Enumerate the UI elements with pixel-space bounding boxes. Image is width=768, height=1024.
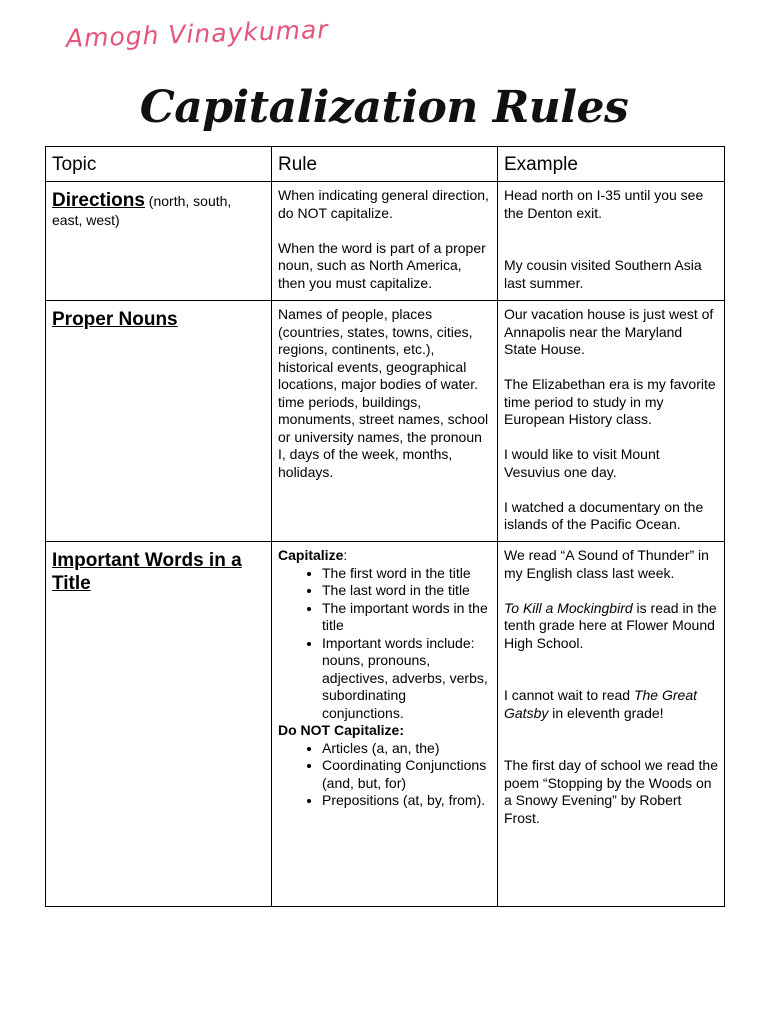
example-cell-title-words — [498, 542, 725, 907]
example-text — [504, 687, 718, 722]
example-text-start: I cannot wait to read — [504, 687, 634, 703]
table-header-row — [46, 147, 725, 182]
example-text: I watched a documentary on the islands of the Pacific Ocean. — [504, 498, 704, 532]
example-text: The first day of school we read the poem “Stopping by the Woods on a Snowy Evening” by Robert Frost. — [504, 757, 718, 826]
capitalize-list — [278, 565, 491, 723]
topic-title-proper-nouns: Proper Nouns — [52, 309, 178, 330]
list-item: • The last word in the title — [322, 582, 491, 600]
author-name: Amogh Vinaykumar — [65, 14, 330, 53]
example-text: I would like to visit Mount Vesuvius one day. — [504, 446, 660, 480]
header-example: Example — [498, 147, 725, 182]
table-row-directions — [46, 182, 725, 301]
header-topic: Topic — [46, 147, 272, 182]
topic-title-directions: Directions — [52, 190, 145, 211]
example-text: Our vacation house is just west of Annapolis near the Maryland State House. — [504, 306, 714, 357]
example-cell-directions — [498, 182, 725, 301]
list-item: • Articles (a, an, the) — [322, 740, 491, 758]
list-item: • Prepositions (at, by, from). — [322, 792, 491, 810]
topic-cell-proper-nouns — [46, 301, 272, 542]
book-title-italic: The Great Gatsby — [504, 687, 697, 721]
table-row-proper-nouns — [46, 301, 725, 542]
rule-text: When the word is part of a proper noun, such as North America, then you must capitalize. — [278, 239, 486, 291]
example-text: The Elizabethan era is my favorite time period to study in my European History class. — [504, 376, 716, 427]
capitalize-label: Capitalize — [278, 547, 344, 563]
list-item: • The first word in the title — [322, 565, 491, 583]
example-text: My cousin visited Southern Asia last summer. — [504, 257, 702, 291]
example-text-end: in eleventh grade! — [548, 704, 664, 721]
example-text — [504, 600, 718, 653]
do-not-capitalize-label: Do NOT Capitalize: — [278, 722, 405, 738]
list-item: • Important words include: nouns, pronouns, adjectives, adverbs, verbs, subordinating conjunctions. — [322, 635, 491, 723]
topic-note-directions: (north, south, east, west) — [52, 193, 232, 228]
example-text-rest: is read in the tenth grade here at Flower Mound High School. — [504, 599, 717, 651]
rule-cell-title-words — [272, 542, 498, 907]
list-item: • Coordinating Conjunctions (and, but, for) — [322, 757, 491, 792]
example-text: Head north on I-35 until you see the Denton exit. — [504, 187, 704, 221]
capitalization-rules-table — [45, 146, 725, 907]
rule-text: When indicating general direction, do NOT capitalize. — [278, 187, 489, 221]
rule-text: Names of people, places (countries, states, towns, cities, regions, continents, etc.), historical events, geographical locations, major bodies of water. time periods, buildings, monuments, street names, school or university names, the pronoun I, days of the week, months, holidays. — [278, 306, 489, 480]
table-row-title-words — [46, 542, 725, 907]
capitalize-label-line — [278, 547, 491, 565]
capitalize-colon: : — [343, 547, 348, 563]
list-item: • The important words in the title — [322, 600, 491, 635]
header-rule: Rule — [272, 147, 498, 182]
rule-cell-proper-nouns — [272, 301, 498, 542]
topic-cell-directions — [46, 182, 272, 301]
document-title: Capitalization Rules — [139, 82, 629, 133]
rule-cell-directions — [272, 182, 498, 301]
example-text: We read “A Sound of Thunder” in my English class last week. — [504, 547, 709, 581]
do-not-capitalize-list — [278, 740, 491, 810]
example-cell-proper-nouns — [498, 301, 725, 542]
book-title-italic: To Kill a Mockingbird — [504, 599, 633, 616]
topic-cell-title-words — [46, 542, 272, 907]
topic-title-title-words: Important Words in a Title — [52, 550, 242, 594]
